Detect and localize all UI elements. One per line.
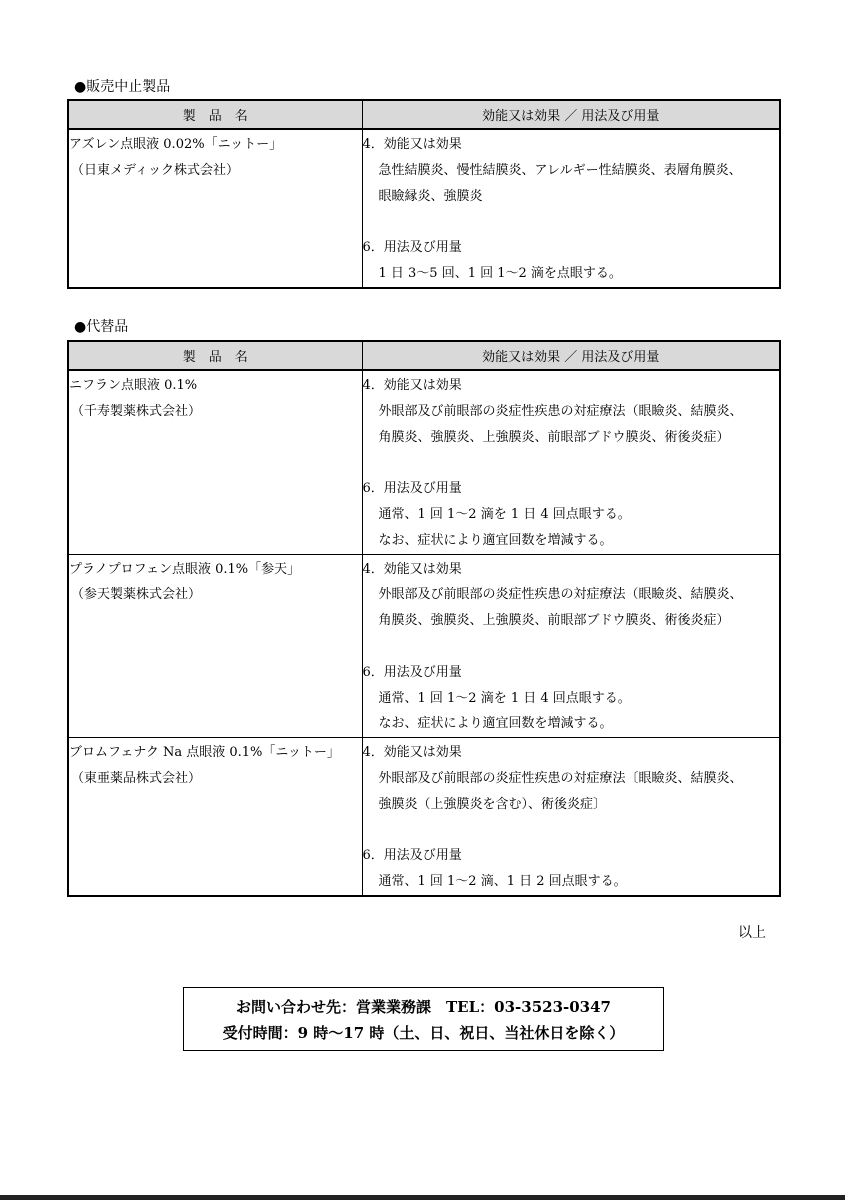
effect-text: 外眼部及び前眼部の炎症性疾患の対症療法〔眼瞼炎、結膜炎、 [378,770,743,786]
dosage-text: 1 日 3〜5 回、1 回 1〜2 滴を点眼する。 [378,265,622,281]
effect-text: 急性結膜炎、慢性結膜炎、アレルギー性結膜炎、表層角膜炎、 [378,162,742,178]
effect-cell [362,129,780,288]
discontinued-table [67,99,781,289]
table-row [68,370,780,554]
product-name: プラノプロフェン点眼液 0.1%「参天」 [69,561,301,577]
column-header-effect: 効能又は効果 ／ 用法及び用量 [362,341,780,370]
effect-text: 強膜炎（上強膜炎を含む）、術後炎症〕 [378,796,607,812]
column-header-product: 製 品 名 [68,341,362,370]
effect-text: 眼瞼縁炎、強膜炎 [378,188,483,204]
dosage-heading: 6．用法及び用量 [362,848,462,864]
effect-heading: 4．効能又は効果 [362,378,462,393]
column-header-effect: 効能又は効果 ／ 用法及び用量 [362,100,780,129]
manufacturer: （千寿製薬株式会社） [71,403,202,419]
dosage-heading: 6．用法及び用量 [362,664,462,680]
manufacturer: （東亜薬品株式会社） [71,770,202,786]
product-name: ニフラン点眼液 0.1% [69,378,198,393]
manufacturer: （日東メディック株式会社） [71,162,239,178]
effect-heading: 4．効能又は効果 [362,745,462,761]
footer-divider [0,1195,845,1200]
effect-text: 外眼部及び前眼部の炎症性疾患の対症療法（眼瞼炎、結膜炎、 [378,403,743,419]
product-cell [68,738,362,896]
effect-cell [362,554,780,738]
effect-text: 角膜炎、強膜炎、上強膜炎、前眼部ブドウ膜炎、術後炎症） [378,613,730,629]
table-row [68,554,780,738]
dosage-text: なお、症状により適宜回数を増減する。 [378,716,613,732]
discontinued-heading: ●販売中止製品 [74,79,171,95]
dosage-text: 通常、1 回 1〜2 滴を 1 日 4 回点眼する。 [378,690,631,706]
product-cell [68,129,362,288]
product-name: ブロムフェナク Na 点眼液 0.1%「ニットー」 [69,745,340,761]
manufacturer: （参天製薬株式会社） [71,587,202,603]
column-header-product: 製 品 名 [68,100,362,129]
table-header-row [68,100,780,129]
table-header-row [68,341,780,370]
product-name: アズレン点眼液 0.02%「ニットー」 [69,137,283,152]
dosage-text: 通常、1 回 1〜2 滴、1 日 2 回点眼する。 [378,874,627,890]
contact-line: お問い合わせ先：営業業務課 TEL：03-3523-0347 [236,998,611,1016]
dosage-heading: 6．用法及び用量 [362,481,462,497]
effect-text: 角膜炎、強膜炎、上強膜炎、前眼部ブドウ膜炎、術後炎症） [378,429,730,445]
effect-cell [362,738,780,896]
dosage-heading: 6．用法及び用量 [362,240,462,256]
product-cell [68,370,362,554]
closing-text: 以上 [738,925,766,941]
product-cell [68,554,362,738]
contact-hours: 受付時間：9 時〜17 時（土、日、祝日、当社休日を除く） [222,1024,625,1042]
dosage-text: 通常、1 回 1〜2 滴を 1 日 4 回点眼する。 [378,506,631,522]
alternatives-table [67,340,781,897]
alternatives-heading: ●代替品 [74,319,129,335]
effect-cell [362,370,780,554]
contact-box [183,987,664,1051]
dosage-text: なお、症状により適宜回数を増減する。 [378,532,613,548]
effect-heading: 4．効能又は効果 [362,137,462,152]
effect-text: 外眼部及び前眼部の炎症性疾患の対症療法（眼瞼炎、結膜炎、 [378,587,743,603]
effect-heading: 4．効能又は効果 [362,561,462,577]
table-row [68,129,780,288]
table-row [68,738,780,896]
